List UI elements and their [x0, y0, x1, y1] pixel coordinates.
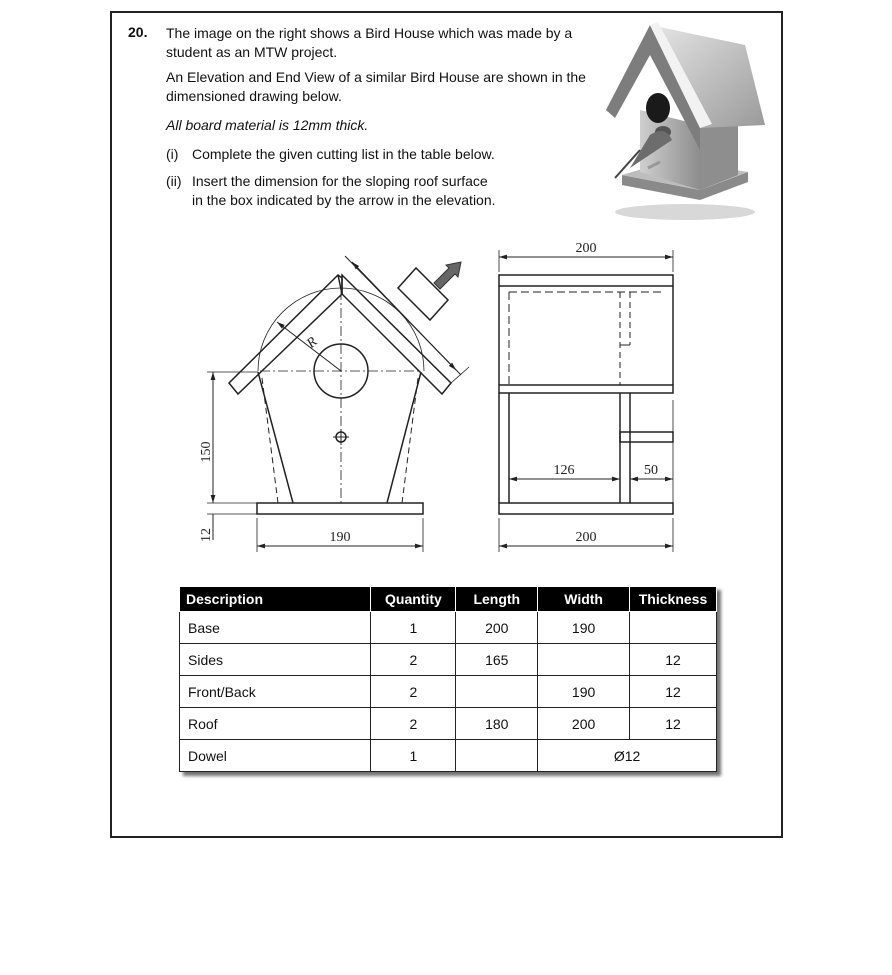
pointer-arrow-icon [434, 262, 461, 289]
part-i-label: (i) [166, 146, 179, 162]
material-note: All board material is 12mm thick. [166, 117, 369, 133]
cell-description: Base [180, 612, 371, 644]
dim-190: 190 [329, 530, 351, 545]
end-base [499, 503, 673, 514]
cell-description: Dowel [180, 740, 371, 772]
cell-quantity: 1 [371, 740, 456, 772]
table-header-row [180, 587, 717, 612]
cell-width-input[interactable] [538, 644, 630, 676]
cutting-list [179, 586, 717, 772]
table-row [180, 740, 717, 772]
dim-126: 126 [553, 463, 575, 478]
table-row [180, 644, 717, 676]
cell-width: 200 [538, 708, 630, 740]
birdhouse-illustration [606, 22, 765, 220]
dim-200-bottom: 200 [575, 530, 597, 545]
end-roof-top [499, 275, 673, 286]
header-quantity: Quantity [371, 587, 456, 612]
header-length: Length [456, 587, 538, 612]
dim-150: 150 [199, 441, 214, 463]
cell-length-input[interactable] [456, 740, 538, 772]
table-row [180, 708, 717, 740]
cell-thickness: 12 [630, 676, 717, 708]
table-row [180, 612, 717, 644]
cell-thickness: 12 [630, 708, 717, 740]
end-roof-bottom [499, 385, 673, 393]
cell-diameter: Ø12 [538, 740, 717, 772]
cell-length: 200 [456, 612, 538, 644]
cutting-list-table [179, 586, 717, 772]
cell-description: Roof [180, 708, 371, 740]
header-width: Width [538, 587, 630, 612]
cell-width: 190 [538, 676, 630, 708]
intro-line-3: An Elevation and End View of a similar Bird House are shown in the [166, 69, 586, 85]
part-ii-label: (ii) [166, 173, 182, 189]
cell-description: Sides [180, 644, 371, 676]
part-ii-line-2: in the box indicated by the arrow in the elevation. [192, 192, 496, 208]
cell-length: 165 [456, 644, 538, 676]
cell-thickness: 12 [630, 644, 717, 676]
intro-line-1: The image on the right shows a Bird House which was made by a [166, 25, 573, 41]
end-dowel [620, 432, 673, 442]
cell-quantity: 2 [371, 676, 456, 708]
cell-length-input[interactable] [456, 676, 538, 708]
question-number: 20. [128, 24, 148, 40]
dim-12: 12 [199, 528, 214, 542]
radius-label: R [304, 334, 321, 352]
header-thickness: Thickness [630, 587, 717, 612]
cell-quantity: 1 [371, 612, 456, 644]
elevation-view [207, 256, 469, 552]
intro-line-4: dimensioned drawing below. [166, 88, 342, 104]
cell-quantity: 2 [371, 708, 456, 740]
elevation-base [257, 503, 423, 514]
roof-left-board [229, 275, 342, 394]
part-ii-line-1: Insert the dimension for the sloping roof surface [192, 173, 488, 189]
cell-quantity: 2 [371, 644, 456, 676]
cell-width: 190 [538, 612, 630, 644]
header-description: Description [180, 587, 371, 612]
end-view [499, 250, 673, 552]
cell-length: 180 [456, 708, 538, 740]
part-i-text: Complete the given cutting list in the table below. [192, 146, 495, 162]
table-row [180, 676, 717, 708]
intro-line-2: student as an MTW project. [166, 44, 338, 60]
dim-200-top: 200 [575, 241, 597, 256]
cell-thickness-input[interactable] [630, 612, 717, 644]
dim-50: 50 [644, 463, 658, 478]
cell-description: Front/Back [180, 676, 371, 708]
